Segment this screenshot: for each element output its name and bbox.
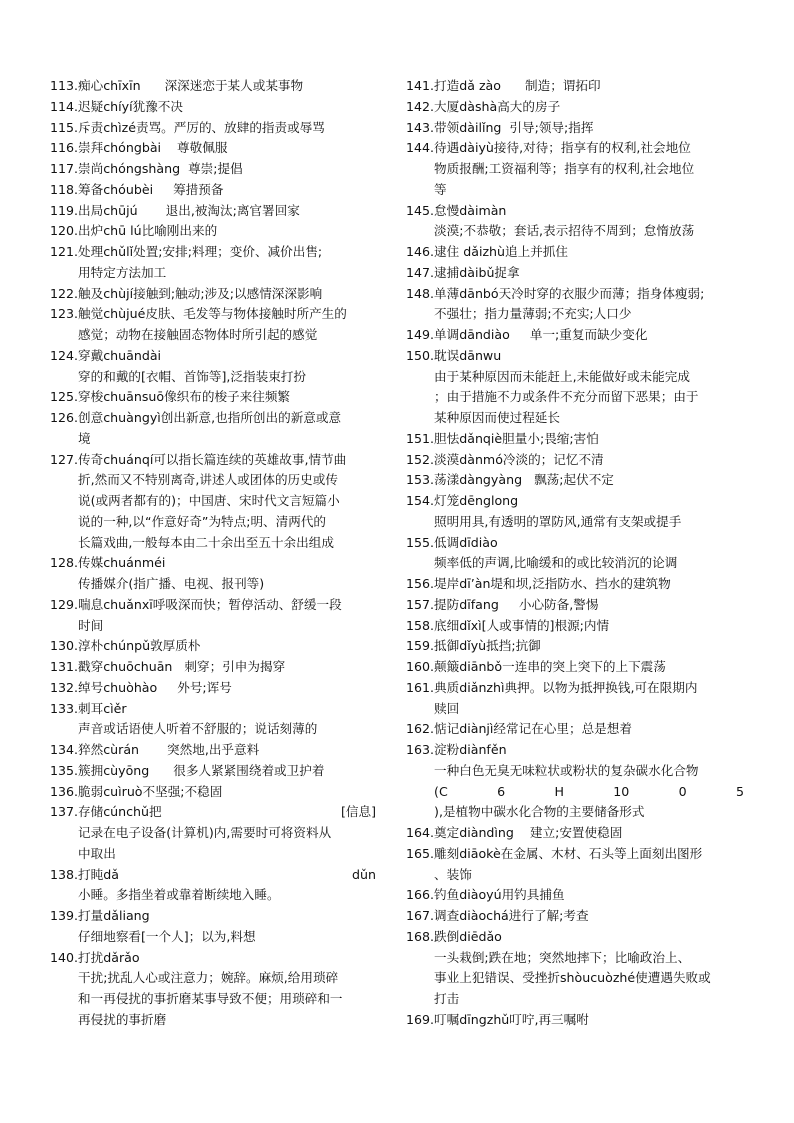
entry-line: 淀粉diànfěn	[434, 742, 507, 757]
vocab-entry	[406, 263, 744, 284]
entry-line: 处理chǔlǐ处置;安排;料理；变价、减价出售;	[78, 244, 323, 259]
vocab-entry	[406, 927, 744, 1010]
entry-line: 长篇戏曲,一般每本由二十余出至五十余出组成	[78, 534, 334, 550]
vocab-entry	[406, 1010, 744, 1031]
entry-body	[78, 138, 376, 159]
entry-number: 164.	[406, 825, 435, 840]
entry-number: 140.	[50, 949, 79, 965]
vocab-entry	[406, 346, 744, 429]
entry-line: 穿的和戴的[衣帽、首饰等],泛指装束打扮	[78, 368, 306, 384]
vocab-entry	[406, 491, 744, 533]
entry-line: 和一再侵扰的事折磨某事导致不便；用琐碎和一	[78, 991, 343, 1006]
entry-number: 124.	[50, 347, 79, 363]
entry-number: 138.	[50, 866, 79, 882]
line-end: dǔn	[352, 866, 376, 882]
entry-line: 抵御dǐyù抵挡;抗御	[434, 638, 541, 654]
entry-number: 134.	[50, 742, 79, 757]
vocab-entry	[406, 118, 744, 139]
entry-number: 142.	[406, 98, 435, 114]
entry-body	[434, 927, 744, 1010]
entry-body	[78, 159, 376, 180]
entry-body	[434, 263, 744, 284]
entry-number: 120.	[50, 223, 79, 239]
entry-number: 153.	[406, 472, 435, 488]
entry-number: 148.	[406, 285, 435, 301]
entry-body	[78, 408, 376, 450]
entry-line: 一种白色无臭无味粒状或粉状的复杂碳水化合物	[434, 762, 699, 778]
vocab-entry	[50, 906, 376, 948]
entry-line: 小睡。多指坐着或靠着断续地入睡。	[78, 887, 280, 903]
vocab-entry	[406, 450, 744, 471]
entry-number: 143.	[406, 119, 435, 135]
entry-line: 怠慢dàimàn	[434, 202, 507, 218]
entry-line: 刺耳cìěr	[78, 700, 127, 716]
vocab-entry	[50, 595, 376, 637]
entry-line: 大厦dàshà高大的房子	[434, 98, 561, 114]
entry-body	[434, 636, 744, 657]
entry-line: 耽误dānwu	[434, 347, 502, 363]
vocab-entry	[50, 699, 376, 741]
vocab-entry	[406, 740, 744, 823]
entry-line: 喘息chuǎnxī呼吸深而快；暂停活动、舒缓一段	[78, 596, 342, 612]
vocab-entry	[406, 657, 744, 678]
vocab-entry	[50, 636, 376, 657]
entry-line: ),是植物中碳水化合物的主要储备形式	[434, 804, 645, 820]
entry-line	[78, 802, 376, 823]
entry-body	[434, 1010, 744, 1031]
line-end: [信息]	[340, 804, 376, 820]
entry-number: 132.	[50, 679, 79, 695]
entry-number: 137.	[50, 804, 79, 820]
entry-line: 崇尚chóngshàng 尊崇;提倡	[78, 161, 243, 176]
entry-line: 穿梭chuānsuō像织布的梭子来往频繁	[78, 389, 291, 405]
entry-body	[434, 450, 744, 471]
entry-number: 129.	[50, 596, 79, 612]
entry-body	[78, 865, 376, 907]
entry-body	[434, 242, 744, 263]
entry-line: 照明用具,有透明的罩防风,通常有支架或提手	[434, 513, 682, 529]
vocab-entry	[406, 533, 744, 575]
entry-body	[78, 782, 376, 803]
vocab-entry	[406, 844, 744, 886]
entry-number: 113.	[50, 78, 79, 93]
entry-line: ；由于措施不力或条件不充分而留下恶果；由于	[434, 389, 699, 405]
entry-number: 167.	[406, 908, 435, 923]
entry-body	[434, 491, 744, 533]
vocab-entry	[50, 782, 376, 803]
entry-number: 151.	[406, 430, 435, 446]
vocab-entry	[406, 242, 744, 263]
vocab-entry	[50, 678, 376, 699]
entry-line	[78, 865, 376, 886]
entry-number: 123.	[50, 306, 79, 322]
entry-line: 低调dīdiào	[434, 534, 498, 550]
entry-body	[78, 761, 376, 782]
entry-body	[78, 284, 376, 305]
vocab-entry	[50, 76, 376, 97]
vocab-entry	[50, 118, 376, 139]
entry-number: 156.	[406, 576, 435, 591]
entry-body	[434, 595, 744, 616]
entry-line: 灯笼dēnglong	[434, 493, 519, 508]
entry-number: 158.	[406, 617, 435, 633]
vocab-entry	[50, 97, 376, 118]
entry-body	[78, 699, 376, 741]
entry-body	[434, 885, 744, 906]
entry-line: 典质diǎnzhì典押。以物为抵押换钱,可在限期内	[434, 679, 698, 695]
entry-line: 筹备chóubèi 筹措预备	[78, 181, 224, 197]
vocab-entry	[406, 885, 744, 906]
left-column	[50, 76, 376, 1031]
entry-number: 131.	[50, 659, 79, 674]
vocab-entry	[406, 823, 744, 844]
entry-number: 149.	[406, 327, 435, 342]
entry-body	[78, 595, 376, 637]
entry-number: 157.	[406, 596, 435, 612]
vocab-entry	[406, 325, 744, 346]
entry-line: 不强壮；指力量薄弱;不充实;人口少	[434, 306, 632, 322]
vocab-entry	[50, 761, 376, 782]
entry-body	[78, 118, 376, 139]
entry-number: 166.	[406, 887, 435, 903]
entry-body	[78, 76, 376, 97]
entry-number: 128.	[50, 555, 79, 571]
entry-line: 干扰;扰乱人心或注意力；婉辞。麻烦,给用琐碎	[78, 970, 339, 986]
entry-body	[434, 657, 744, 678]
entry-line: 惦记diànjì经常记在心里；总是想着	[434, 721, 632, 737]
entry-line: 逮捕dàibǔ捉拿	[434, 264, 520, 280]
entry-line: 传播媒介(指广播、电视、报刊等)	[78, 576, 265, 591]
entry-line: 出炉chū lú比喻刚出来的	[78, 223, 218, 239]
entry-body	[78, 678, 376, 699]
entry-line: 绰号chuòhào 外号;诨号	[78, 679, 232, 695]
vocab-entry	[406, 284, 744, 326]
entry-line: 斥责chìzé责骂。严厉的、放肆的指责或辱骂	[78, 119, 325, 135]
entry-body	[434, 97, 744, 118]
line-start: 存储cúnchǔ把	[78, 804, 162, 820]
vocab-entry	[50, 802, 376, 864]
right-column	[406, 76, 744, 1031]
entry-line: 说(或两者都有的)；中国唐、宋时代文言短篇小	[78, 493, 340, 508]
entry-line: 提防dīfang 小心防备,警惕	[434, 596, 599, 612]
entry-number: 135.	[50, 762, 79, 778]
entry-line: 境	[78, 430, 91, 446]
entry-number: 159.	[406, 638, 435, 654]
entry-body	[434, 284, 744, 326]
entry-line: 用特定方法加工	[78, 264, 167, 280]
entry-number: 119.	[50, 202, 79, 218]
entry-number: 121.	[50, 244, 79, 259]
entry-number: 114.	[50, 98, 79, 114]
entry-line: 荡漾dàngyàng 飘荡;起伏不定	[434, 472, 614, 488]
vocab-entry	[406, 470, 744, 491]
entry-body	[434, 823, 744, 844]
entry-line: 打击	[434, 991, 460, 1006]
entry-line: 带领dàilǐng 引导;领导;指挥	[434, 119, 594, 135]
entry-body	[434, 470, 744, 491]
entry-line: 、装饰	[434, 866, 472, 882]
vocab-entry	[50, 657, 376, 678]
entry-line: 淡漠dànmó冷淡的；记忆不清	[434, 451, 604, 467]
entry-line: 打量dǎliang	[78, 908, 150, 923]
entry-number: 161.	[406, 679, 435, 695]
entry-number: 136.	[50, 783, 79, 799]
entry-line: 等	[434, 181, 447, 197]
entry-line: 中取出	[78, 845, 116, 861]
vocab-entry	[50, 284, 376, 305]
vocab-entry	[50, 180, 376, 201]
entry-body	[78, 242, 376, 284]
vocab-entry	[406, 429, 744, 450]
entry-line: 感觉；动物在接触固态物体时所引起的感觉	[78, 327, 318, 342]
entry-number: 116.	[50, 140, 79, 156]
entry-body	[78, 906, 376, 948]
entry-line: 打造dǎ zào 制造；谓拓印	[434, 78, 601, 93]
entry-number: 125.	[50, 389, 79, 405]
entry-line: 脆弱cuìruò不坚强;不稳固	[78, 783, 223, 799]
entry-line: 待遇dàiyù接待,对待；指享有的权利,社会地位	[434, 140, 691, 156]
entry-number: 165.	[406, 845, 435, 861]
vocab-entry	[50, 740, 376, 761]
entry-line: 赎回	[434, 700, 460, 716]
entry-line: 单调dāndiào 单一;重复而缺少变化	[434, 327, 648, 342]
entry-body	[434, 138, 744, 200]
entry-body	[434, 429, 744, 450]
entry-number: 163.	[406, 742, 435, 757]
entry-body	[434, 118, 744, 139]
entry-line: 再侵扰的事折磨	[78, 1011, 167, 1027]
vocab-entry	[50, 553, 376, 595]
vocab-entry	[50, 201, 376, 222]
entry-number: 133.	[50, 700, 79, 716]
vocab-entry	[406, 906, 744, 927]
entry-line: 传奇chuánqí可以指长篇连续的英雄故事,情节曲	[78, 451, 347, 467]
entry-body	[434, 76, 744, 97]
entry-line: 打扰dǎrǎo	[78, 949, 140, 965]
entry-line: 记录在电子设备(计算机)内,需要时可将资料从	[78, 825, 332, 840]
entry-line: 戳穿chuōchuān 刺穿；引申为揭穿	[78, 659, 286, 674]
entry-line: 触及chùjí接触到;触动;涉及;以感情深深影响	[78, 285, 323, 301]
entry-line: 触觉chùjué皮肤、毛发等与物体接触时所产生的	[78, 306, 347, 322]
vocab-entry	[406, 678, 744, 720]
entry-body	[78, 221, 376, 242]
entry-line: 猝然cùrán 突然地,出乎意料	[78, 742, 260, 757]
vocab-entry	[406, 76, 744, 97]
entry-number: 155.	[406, 534, 435, 550]
vocab-entry	[406, 636, 744, 657]
entry-body	[78, 180, 376, 201]
entry-number: 117.	[50, 161, 79, 176]
entry-line: 淳朴chúnpǔ敦厚质朴	[78, 638, 201, 654]
entry-line: 折,然而又不特别离奇,讲述人或团体的历史或传	[78, 472, 338, 488]
vocab-entry	[406, 719, 744, 740]
entry-body	[434, 346, 744, 429]
entry-line: (C 6 H 10 0 5	[434, 783, 744, 799]
entry-line: 出局chūjú 退出,被淘汰;离官署回家	[78, 202, 300, 218]
entry-body	[78, 802, 376, 864]
line-start: 打盹dǎ	[78, 866, 119, 882]
entry-number: 160.	[406, 659, 435, 674]
entry-body	[78, 948, 376, 1031]
entry-body	[434, 906, 744, 927]
entry-body	[434, 844, 744, 886]
entry-body	[434, 574, 744, 595]
entry-body	[78, 657, 376, 678]
entry-body	[434, 201, 744, 243]
vocab-entry	[50, 159, 376, 180]
entry-number: 154.	[406, 493, 435, 508]
vocab-entry	[406, 616, 744, 637]
entry-number: 147.	[406, 264, 435, 280]
entry-number: 118.	[50, 181, 79, 197]
entry-line: 堤岸dī’àn堤和坝,泛指防水、挡水的建筑物	[434, 576, 671, 591]
entry-body	[78, 201, 376, 222]
entry-line: 颠簸diānbǒ一连串的突上突下的上下震荡	[434, 659, 666, 674]
entry-line: 说的一种,以“作意好奇”为特点;明、清两代的	[78, 513, 327, 529]
vocab-entry	[50, 450, 376, 554]
vocab-entry	[50, 304, 376, 346]
vocab-entry	[50, 242, 376, 284]
entry-number: 115.	[50, 119, 79, 135]
entry-number: 152.	[406, 451, 435, 467]
vocab-entry	[406, 574, 744, 595]
entry-line: 单薄dānbó天冷时穿的衣服少而薄；指身体瘦弱;	[434, 285, 705, 301]
entry-line: 崇拜chóngbài 尊敬佩服	[78, 140, 228, 156]
entry-body	[78, 553, 376, 595]
entry-body	[78, 740, 376, 761]
entry-number: 130.	[50, 638, 79, 654]
vocab-entry	[406, 138, 744, 200]
vocab-entry	[50, 221, 376, 242]
entry-number: 162.	[406, 721, 435, 737]
vocab-entry	[50, 346, 376, 388]
entry-line: 跌倒diēdǎo	[434, 928, 502, 944]
entry-line: 频率低的声调,比喻缓和的或比较消沉的论调	[434, 555, 678, 571]
entry-line: 事业上犯错误、受挫折shòucuòzhé使遭遇失败或	[434, 970, 711, 986]
entry-line: 钓鱼diàoyú用钓具捕鱼	[434, 887, 565, 903]
entry-line: 奠定diàndìng 建立;安置使稳固	[434, 825, 623, 840]
entry-number: 169.	[406, 1011, 435, 1027]
entry-line: 穿戴chuāndài	[78, 347, 162, 363]
entry-body	[434, 740, 744, 823]
entry-line: 叮嘱dīngzhǔ叮咛,再三嘱咐	[434, 1011, 589, 1027]
entry-number: 145.	[406, 202, 435, 218]
entry-body	[78, 636, 376, 657]
entry-line: 仔细地察看[一个人]；以为,料想	[78, 928, 256, 944]
entry-line: 一头栽倒;跌在地；突然地摔下；比喻政治上、	[434, 949, 691, 965]
entry-body	[434, 325, 744, 346]
entry-number: 139.	[50, 908, 79, 923]
entry-body	[434, 678, 744, 720]
entry-body	[78, 346, 376, 388]
entry-body	[78, 450, 376, 554]
vocab-entry	[406, 97, 744, 118]
entry-line: 痴心chīxīn 深深迷恋于某人或某事物	[78, 78, 304, 93]
entry-line: 某种原因而使过程延长	[434, 410, 560, 425]
entry-line: 淡漠;不恭敬；套话,表示招待不周到；怠惰放荡	[434, 223, 695, 239]
entry-body	[434, 616, 744, 637]
entry-body	[78, 304, 376, 346]
entry-body	[78, 387, 376, 408]
entry-line: 雕刻diāokè在金属、木材、石头等上面刻出图形	[434, 845, 703, 861]
vocab-entry	[406, 595, 744, 616]
entry-line: 传媒chuánméi	[78, 555, 166, 571]
entry-number: 141.	[406, 78, 435, 93]
entry-line: 声音或话语使人听着不舒服的；说话刻薄的	[78, 721, 318, 737]
entry-body	[78, 97, 376, 118]
vocab-entry	[50, 138, 376, 159]
entry-line: 创意chuàngyì创出新意,也指所创出的新意或意	[78, 410, 342, 425]
entry-line: 时间	[78, 617, 104, 633]
entry-line: 逮住 dǎizhù追上并抓住	[434, 244, 568, 259]
entry-number: 150.	[406, 347, 435, 363]
entry-number: 127.	[50, 451, 79, 467]
entry-number: 122.	[50, 285, 79, 301]
entry-body	[434, 719, 744, 740]
entry-number: 126.	[50, 410, 79, 425]
entry-line: 簇拥cùyōng 很多人紧紧围绕着或卫护着	[78, 762, 325, 778]
entry-number: 144.	[406, 140, 435, 156]
entry-line: 调查diàochá进行了解;考查	[434, 908, 589, 923]
entry-number: 168.	[406, 928, 435, 944]
entry-line: 胆怯dǎnqiè胆量小;畏缩;害怕	[434, 430, 599, 446]
vocab-entry	[50, 865, 376, 907]
entry-number: 146.	[406, 244, 435, 259]
entry-line: 物质报酬;工资福利等；指享有的权利,社会地位	[434, 161, 695, 176]
vocab-entry	[406, 201, 744, 243]
vocab-entry	[50, 408, 376, 450]
vocab-entry	[50, 387, 376, 408]
entry-line: 迟疑chíyí犹豫不决	[78, 98, 183, 114]
entry-body	[434, 533, 744, 575]
vocab-entry	[50, 948, 376, 1031]
entry-line: 由于某种原因而未能赶上,未能做好或未能完成	[434, 368, 690, 384]
entry-line: 底细dǐxì[人或事情的]根源;内情	[434, 617, 610, 633]
